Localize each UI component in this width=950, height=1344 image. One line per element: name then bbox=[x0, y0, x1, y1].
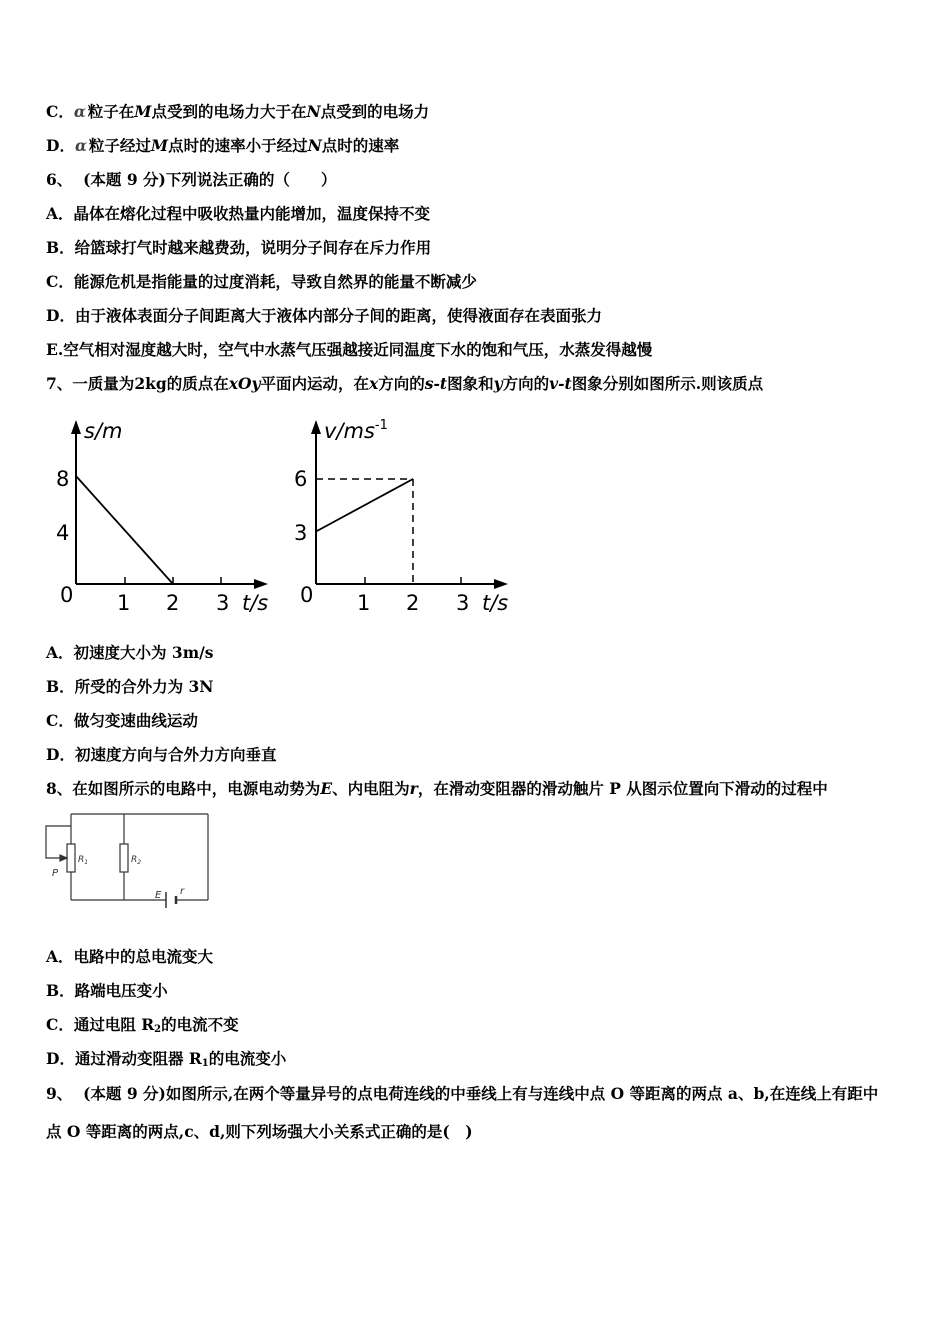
st-graph bbox=[46, 414, 276, 624]
q8-option-c: C．通过电阻 $R_2$的电流不变 bbox=[46, 1015, 239, 1035]
q7-option-a: A．初速度大小为 3m/s bbox=[46, 643, 214, 662]
q9-stem-line2: 点 O 等距离的两点,c、d,则下列场强大小关系式正确的是( ) bbox=[46, 1122, 473, 1141]
q8-option-b: B．路端电压变小 bbox=[46, 981, 168, 1000]
st-x-arrow bbox=[254, 579, 268, 589]
st-x-tick-1: 1 bbox=[117, 591, 131, 615]
q9-stem-line1: 9、 (本题 9 分)如图所示,在两个等量异号的点电荷连线的中垂线上有与连线中点 O 等距离的两点 a、b,在连线上有距中 bbox=[46, 1084, 879, 1103]
vt-x-arrow bbox=[494, 579, 508, 589]
vt-x-tick-1: 1 bbox=[357, 591, 371, 615]
st-y-arrow bbox=[71, 420, 81, 434]
label-r1: $R_1$ bbox=[78, 855, 89, 866]
q7-stem: 7、一质量为2kg的质点在xOy平面内运动，在x方向的s-t图象和y方向的v-t图象分别如图所示.则该质点 bbox=[46, 374, 764, 393]
vt-x-tick-2: 2 bbox=[406, 591, 420, 615]
q6-option-d: D．由于液体表面分子间距离大于液体内部分子间的距离，使得液面存在表面张力 bbox=[46, 306, 602, 325]
q6-option-e: E.空气相对湿度越大时，空气中水蒸气压强越接近同温度下水的饱和气压，水蒸发得越慢 bbox=[46, 340, 653, 359]
label-e: E bbox=[155, 890, 162, 901]
q5-option-d: D．α 粒子经过M点时的速率小于经过N点时的速率 bbox=[46, 136, 400, 155]
vt-x-tick-0: 0 bbox=[300, 583, 314, 607]
alpha-symbol: α bbox=[73, 102, 86, 121]
st-y-label: s/m bbox=[84, 419, 123, 443]
vt-y-tick-6: 6 bbox=[294, 467, 308, 491]
vt-data-line bbox=[316, 479, 413, 532]
q6-option-a: A．晶体在熔化过程中吸收热量内能增加，温度保持不变 bbox=[46, 204, 431, 223]
resistor-r2 bbox=[120, 844, 128, 872]
alpha-symbol: α bbox=[74, 136, 87, 155]
vt-x-tick-3: 3 bbox=[456, 591, 470, 615]
q8-stem: 8、在如图所示的电路中，电源电动势为E、内电阻为r，在滑动变阻器的滑动触片 P 从图示位置向下滑动的过程中 bbox=[46, 779, 828, 798]
vt-y-label: $v/ms^{-1}$ bbox=[324, 418, 388, 443]
label-r2: $R_2$ bbox=[131, 855, 142, 866]
q7-option-b: B．所受的合外力为 3N bbox=[46, 677, 214, 696]
st-x-tick-3: 3 bbox=[216, 591, 230, 615]
slider-arrow bbox=[60, 855, 67, 861]
q6-option-c: C．能源危机是指能量的过度消耗，导致自然界的能量不断减少 bbox=[46, 272, 477, 291]
q7-option-d: D．初速度方向与合外力方向垂直 bbox=[46, 745, 277, 764]
vt-graph bbox=[286, 414, 526, 624]
label-r: r bbox=[180, 886, 185, 897]
st-y-tick-4: 4 bbox=[56, 521, 70, 545]
q8-option-a: A．电路中的总电流变大 bbox=[46, 947, 214, 966]
q8-option-d: D．通过滑动变阻器 $R_1$的电流变小 bbox=[46, 1049, 287, 1069]
vt-x-label: t/s bbox=[482, 591, 509, 615]
st-x-label: t/s bbox=[242, 591, 269, 615]
vt-y-arrow bbox=[311, 420, 321, 434]
q7-option-c: C．做匀变速曲线运动 bbox=[46, 711, 198, 730]
st-x-tick-0: 0 bbox=[60, 583, 74, 607]
label-p: P bbox=[52, 868, 59, 879]
st-x-tick-2: 2 bbox=[166, 591, 180, 615]
vt-y-tick-3: 3 bbox=[294, 521, 308, 545]
circuit-diagram bbox=[40, 810, 215, 910]
q6-stem: 6、 (本题 9 分)下列说法正确的（ ） bbox=[46, 170, 337, 189]
q5-option-c: C．α 粒子在M点受到的电场力大于在N点受到的电场力 bbox=[46, 102, 430, 121]
q6-option-b: B．给篮球打气时越来越费劲，说明分子间存在斥力作用 bbox=[46, 238, 432, 257]
st-y-tick-8: 8 bbox=[56, 467, 70, 491]
st-data-line bbox=[76, 476, 173, 584]
